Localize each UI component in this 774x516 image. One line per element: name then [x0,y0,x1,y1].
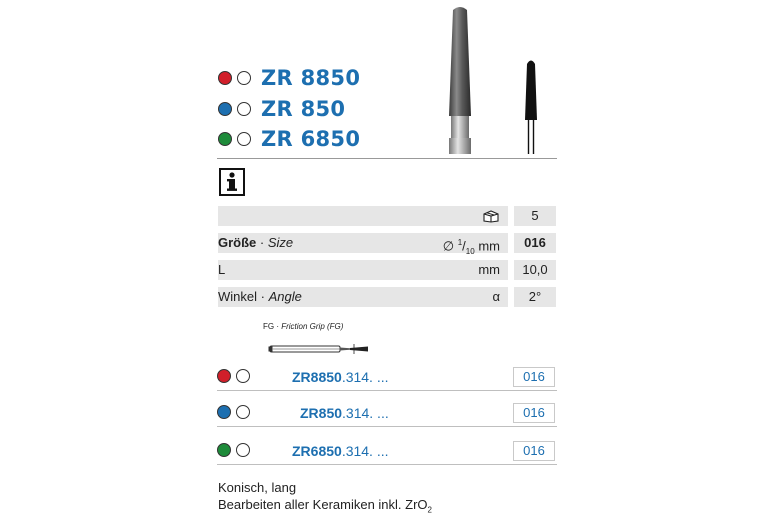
product-row-green [218,125,360,153]
order-row-green [217,441,557,461]
spec-bar [218,287,508,307]
length-value: 10,0 [514,260,556,280]
color-markers [217,369,250,383]
header-divider [217,158,557,159]
order-divider [217,390,557,391]
order-code: ZR850.314. ... [300,405,389,421]
order-divider [217,426,557,427]
order-row-red [217,367,557,387]
order-row-blue [217,403,557,423]
size-value: 016 [514,233,556,253]
product-code: ZR 8850 [261,66,361,90]
color-markers [217,443,250,457]
empty-circle-icon [237,132,251,146]
spec-bar [218,233,508,256]
order-size: 016 [513,403,555,423]
info-icon [219,168,245,196]
product-code: ZR 6850 [261,127,361,151]
red-dot-icon [218,71,232,85]
fg-shank-icon [268,341,370,357]
order-code: ZR6850.314. ... [292,443,389,459]
order-size: 016 [513,367,555,387]
description-shape: Konisch, lang [218,480,297,495]
size-label: Größe · Size [218,235,294,250]
product-row-blue [218,95,345,123]
empty-circle-icon [237,102,251,116]
product-row-red [218,64,360,92]
spec-bar [218,206,508,226]
bur-silhouette-icon [519,58,543,158]
bur-product-image [440,4,480,154]
description-use: Bearbeiten aller Keramiken inkl. ZrO$_2$ [218,497,432,515]
order-size: 016 [513,441,555,461]
empty-circle-icon [236,443,250,457]
blue-dot-icon [218,102,232,116]
green-dot-icon [217,443,231,457]
size-unit: ∅ $^1/_{10}$ mm [442,238,500,256]
order-code: ZR8850.314. ... [292,369,389,385]
package-icon [482,209,500,223]
length-label: L [218,262,226,277]
blue-dot-icon [217,405,231,419]
empty-circle-icon [236,369,250,383]
angle-label: Winkel · Angle [218,289,302,304]
color-markers [217,405,250,419]
empty-circle-icon [236,405,250,419]
green-dot-icon [218,132,232,146]
order-divider [217,464,557,465]
empty-circle-icon [237,71,251,85]
angle-unit: α [492,289,500,304]
red-dot-icon [217,369,231,383]
length-unit: mm [478,262,500,277]
shank-type-label: FG · Friction Grip (FG) [263,322,344,331]
pack-quantity: 5 [514,206,556,226]
angle-value: 2° [514,287,556,307]
spec-bar [218,260,508,280]
product-code: ZR 850 [261,97,346,121]
